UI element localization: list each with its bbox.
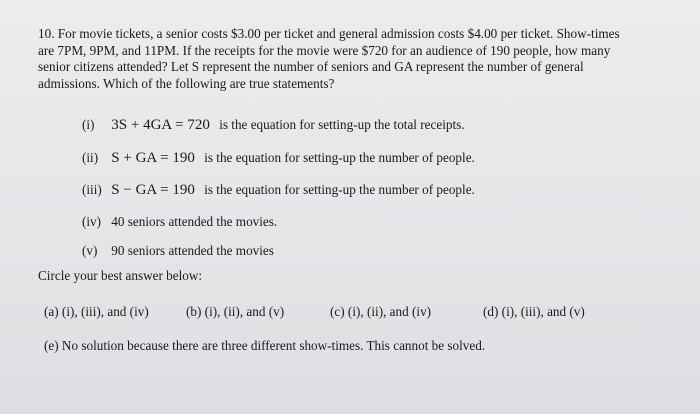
statement-text: 90 seniors attended the movies [111, 243, 274, 258]
question-line: admissions. Which of the following are true statements? [38, 75, 335, 91]
statement-iii [82, 182, 475, 199]
choice-e[interactable]: (e) No solution because there are three different show-times. This cannot be solved. [44, 338, 486, 353]
statement-number: (i) [82, 117, 95, 132]
statement-equation: 3S + 4GA = 720 [111, 117, 210, 133]
statement-ii [82, 150, 475, 167]
statement-i [82, 117, 465, 134]
statement-equation: S + GA = 190 [111, 150, 195, 166]
statement-number: (ii) [82, 150, 99, 165]
question-line: 10. For movie tickets, a senior costs $3.00 per ticket and general admission costs $4.00 per ticket. Show-times [38, 26, 620, 41]
answer-prompt: Circle your best answer below: [38, 268, 203, 283]
choice-c[interactable]: (c) (i), (ii), and (iv) [330, 304, 432, 319]
question-line: senior citizens attended? Let S represent the number of seniors and GA represent the number of general [38, 59, 584, 75]
statement-number: (iii) [82, 182, 102, 197]
statement-text: 40 seniors attended the movies. [111, 214, 278, 229]
question-text [38, 26, 678, 92]
question-line: are 7PM, 9PM, and 11PM. If the receipts for the movie were $720 for an audience of 190 people, how many [38, 42, 611, 58]
choice-b[interactable]: (b) (i), (ii), and (v) [186, 304, 285, 319]
statement-text: is the equation for setting-up the number of people. [204, 150, 475, 165]
statement-number: (iv) [82, 214, 102, 229]
statement-text: is the equation for setting-up the total receipts. [219, 117, 465, 132]
statement-number: (v) [82, 243, 98, 258]
statement-v [82, 243, 274, 259]
choice-a[interactable]: (a) (i), (iii), and (iv) [44, 304, 149, 319]
statement-equation: S − GA = 190 [111, 182, 195, 198]
statement-text: is the equation for setting-up the number of people. [204, 182, 475, 197]
statement-iv [82, 214, 277, 230]
choice-d[interactable]: (d) (i), (iii), and (v) [483, 304, 585, 319]
